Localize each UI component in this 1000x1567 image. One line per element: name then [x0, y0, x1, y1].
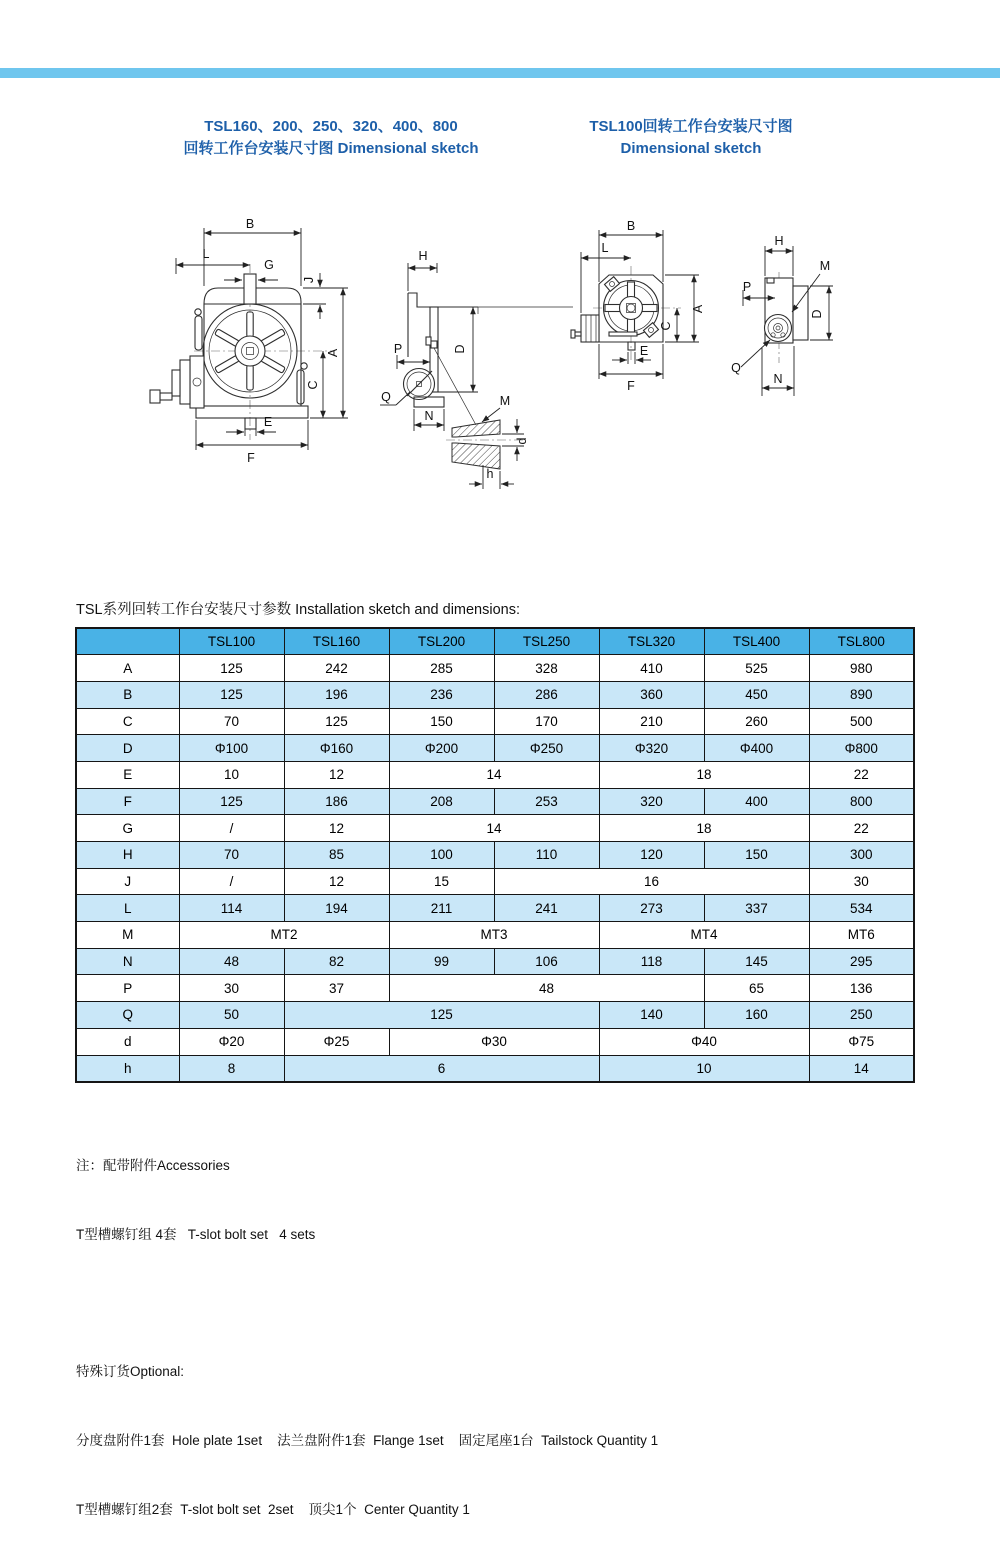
notes-block: [76, 1108, 658, 1567]
row-label: L: [76, 895, 179, 922]
column-header: TSL200: [389, 628, 494, 655]
dim-cell: MT2: [179, 922, 389, 949]
dim-label-A: A: [326, 348, 340, 358]
table-body-outline: [150, 264, 334, 440]
dim-cell: /: [179, 868, 284, 895]
drawing-side-view-small: [729, 228, 899, 413]
dim-cell: 260: [704, 708, 809, 735]
row-label: M: [76, 922, 179, 949]
table-row: [76, 868, 914, 895]
dim-cell: 82: [284, 948, 389, 975]
dim-cell: 99: [389, 948, 494, 975]
dim-cell: 18: [599, 815, 809, 842]
dim-cell: 10: [599, 1055, 809, 1082]
dim-label-M: M: [819, 259, 831, 273]
drawing-front-view-large: [146, 200, 371, 485]
dim-label-H: H: [774, 234, 784, 248]
corner-header: [76, 628, 179, 655]
dim-cell: 120: [599, 842, 704, 869]
dim-label-N: N: [424, 409, 434, 423]
dim-cell: 410: [599, 655, 704, 682]
handwheel: [571, 315, 599, 342]
dim-cell: 980: [809, 655, 914, 682]
optional-title: 特殊订货Optional:: [76, 1364, 185, 1379]
dim-cell: Φ320: [599, 735, 704, 762]
row-label: F: [76, 788, 179, 815]
dim-cell: 50: [179, 1002, 284, 1029]
column-header: TSL800: [809, 628, 914, 655]
dim-cell: 253: [494, 788, 599, 815]
dim-cell: 30: [179, 975, 284, 1002]
dim-cell: Φ400: [704, 735, 809, 762]
column-header: TSL400: [704, 628, 809, 655]
dim-cell: 145: [704, 948, 809, 975]
title-caption-line: 回转工作台安装尺寸图 Dimensional sketch: [183, 139, 479, 157]
table-title: TSL系列回转工作台安装尺寸参数 Installation sketch and dimensions:: [76, 602, 520, 618]
dim-label-G: G: [264, 258, 274, 272]
dim-label-J: J: [302, 276, 316, 284]
row-label: Q: [76, 1002, 179, 1029]
dim-cell: 70: [179, 708, 284, 735]
dim-cell: 48: [179, 948, 284, 975]
row-label: E: [76, 761, 179, 788]
dim-cell: 12: [284, 761, 389, 788]
dim-cell: 800: [809, 788, 914, 815]
row-label: C: [76, 708, 179, 735]
row-label: D: [76, 735, 179, 762]
column-header: TSL320: [599, 628, 704, 655]
dim-cell: 22: [809, 761, 914, 788]
dim-cell: 170: [494, 708, 599, 735]
row-label: A: [76, 655, 179, 682]
dim-cell: 196: [284, 681, 389, 708]
dim-cell: Φ250: [494, 735, 599, 762]
dim-cell: Φ20: [179, 1028, 284, 1055]
dim-label-D: D: [810, 309, 824, 319]
row-label: d: [76, 1028, 179, 1055]
dim-cell: 118: [599, 948, 704, 975]
dim-cell: 125: [284, 1002, 599, 1029]
column-header: TSL160: [284, 628, 389, 655]
handwheel: [150, 356, 204, 408]
row-label: P: [76, 975, 179, 1002]
table-row: [76, 681, 914, 708]
dim-label-B: B: [245, 217, 255, 231]
dim-label-H: H: [418, 249, 428, 263]
table-row: [76, 948, 914, 975]
title-tsl100: [538, 116, 844, 159]
table-row: [76, 975, 914, 1002]
row-label: G: [76, 815, 179, 842]
table-row: [76, 1002, 914, 1029]
dim-cell: 12: [284, 868, 389, 895]
table-row: [76, 895, 914, 922]
dim-cell: 320: [599, 788, 704, 815]
dim-label-F: F: [247, 451, 255, 465]
dim-label-M: M: [499, 394, 511, 408]
drawing-side-view-large: [376, 229, 581, 519]
table-body-outline: [571, 266, 681, 360]
optional-item-1: 分度盘附件1套 Hole plate 1set 法兰盘附件1套 Flange 1set 固定尾座1台 Tailstock Quantity 1: [76, 1433, 659, 1448]
dim-cell: 337: [704, 895, 809, 922]
drawing-front-view-small: [571, 218, 741, 408]
dim-cell: 125: [179, 655, 284, 682]
table-row: [76, 761, 914, 788]
dim-cell: Φ30: [389, 1028, 599, 1055]
dim-cell: 400: [704, 788, 809, 815]
dim-cell: 125: [284, 708, 389, 735]
dim-label-L: L: [601, 241, 609, 255]
table-row: [76, 815, 914, 842]
table-row: [76, 788, 914, 815]
dim-cell: 360: [599, 681, 704, 708]
dim-cell: 22: [809, 815, 914, 842]
dim-label-C: C: [306, 380, 320, 390]
dim-cell: MT3: [389, 922, 599, 949]
dim-cell: 250: [809, 1002, 914, 1029]
row-label: B: [76, 681, 179, 708]
table-row: [76, 922, 914, 949]
morse-taper-detail: [446, 420, 526, 469]
dim-cell: 186: [284, 788, 389, 815]
dim-label-Q: Q: [381, 390, 391, 404]
dim-label-P: P: [393, 342, 403, 356]
dim-cell: 208: [389, 788, 494, 815]
optional-item-2: T型槽螺钉组2套 T-slot bolt set 2set 顶尖1个 Center Quantity 1: [76, 1502, 470, 1517]
dim-cell: 6: [284, 1055, 599, 1082]
dim-cell: 106: [494, 948, 599, 975]
dim-label-h: h: [486, 467, 494, 481]
dim-cell: 236: [389, 681, 494, 708]
dim-cell: 14: [809, 1055, 914, 1082]
dim-cell: 14: [389, 815, 599, 842]
dim-cell: 890: [809, 681, 914, 708]
dim-cell: Φ200: [389, 735, 494, 762]
dim-label-N: N: [773, 372, 783, 386]
dim-cell: Φ25: [284, 1028, 389, 1055]
table-row: [76, 655, 914, 682]
table-row: [76, 1028, 914, 1055]
table-row: [76, 708, 914, 735]
dim-cell: 150: [704, 842, 809, 869]
dim-cell: 285: [389, 655, 494, 682]
row-label: h: [76, 1055, 179, 1082]
dim-cell: 328: [494, 655, 599, 682]
table-row: [76, 842, 914, 869]
dim-label-Q: Q: [731, 361, 741, 375]
dim-cell: Φ75: [809, 1028, 914, 1055]
title-tsl160-800: [148, 116, 514, 159]
dim-cell: 534: [809, 895, 914, 922]
dim-cell: 100: [389, 842, 494, 869]
dim-cell: 37: [284, 975, 389, 1002]
dim-cell: 30: [809, 868, 914, 895]
dim-cell: 273: [599, 895, 704, 922]
table-row: [76, 735, 914, 762]
dim-cell: 16: [494, 868, 809, 895]
table-row: [76, 1055, 914, 1082]
dim-cell: 14: [389, 761, 599, 788]
title-models-line: TSL100回转工作台安装尺寸图: [589, 118, 793, 135]
dim-cell: MT4: [599, 922, 809, 949]
dim-label-E: E: [263, 415, 273, 429]
dim-cell: 140: [599, 1002, 704, 1029]
dim-cell: 210: [599, 708, 704, 735]
accessories-item: T型槽螺钉组 4套 T-slot bolt set 4 sets: [76, 1227, 316, 1242]
dim-cell: 12: [284, 815, 389, 842]
dim-label-d: d: [515, 437, 529, 445]
dim-cell: Φ100: [179, 735, 284, 762]
dim-cell: 242: [284, 655, 389, 682]
side-body-outline: [404, 293, 574, 469]
dim-label-F: F: [627, 379, 635, 393]
dim-cell: Φ800: [809, 735, 914, 762]
dim-cell: 48: [389, 975, 704, 1002]
dimensions-table: [75, 627, 915, 1083]
dim-cell: 85: [284, 842, 389, 869]
dim-cell: 300: [809, 842, 914, 869]
row-label: H: [76, 842, 179, 869]
column-header: TSL100: [179, 628, 284, 655]
dim-label-C: C: [659, 321, 673, 331]
dim-cell: 8: [179, 1055, 284, 1082]
dim-cell: 125: [179, 788, 284, 815]
dim-cell: 15: [389, 868, 494, 895]
row-label: J: [76, 868, 179, 895]
side-body-outline: [765, 272, 809, 363]
accessories-note: 注：配带附件Accessories: [76, 1158, 230, 1173]
dim-cell: 211: [389, 895, 494, 922]
dim-cell: 295: [809, 948, 914, 975]
dim-cell: Φ160: [284, 735, 389, 762]
row-label: N: [76, 948, 179, 975]
column-header: TSL250: [494, 628, 599, 655]
dim-cell: 70: [179, 842, 284, 869]
dim-cell: 160: [704, 1002, 809, 1029]
dim-label-A: A: [691, 304, 705, 314]
dim-cell: 18: [599, 761, 809, 788]
dim-cell: 450: [704, 681, 809, 708]
dim-cell: /: [179, 815, 284, 842]
dim-label-L: L: [202, 247, 210, 261]
dim-label-D: D: [453, 344, 467, 354]
dim-cell: 525: [704, 655, 809, 682]
dim-cell: 114: [179, 895, 284, 922]
dim-cell: 110: [494, 842, 599, 869]
dim-cell: 10: [179, 761, 284, 788]
dim-cell: 241: [494, 895, 599, 922]
dim-label-P: P: [742, 280, 752, 294]
title-models-line: TSL160、200、250、320、400、800: [204, 118, 458, 135]
dim-cell: 125: [179, 681, 284, 708]
dim-cell: Φ40: [599, 1028, 809, 1055]
dim-cell: 136: [809, 975, 914, 1002]
dim-cell: 194: [284, 895, 389, 922]
dim-cell: 150: [389, 708, 494, 735]
dim-cell: 65: [704, 975, 809, 1002]
top-accent-bar: [0, 68, 1000, 78]
dim-label-E: E: [639, 344, 649, 358]
dim-label-B: B: [626, 219, 636, 233]
spacer: [76, 1292, 658, 1314]
dim-cell: MT6: [809, 922, 914, 949]
dim-cell: 286: [494, 681, 599, 708]
title-caption-line: Dimensional sketch: [620, 139, 762, 157]
dim-cell: 500: [809, 708, 914, 735]
